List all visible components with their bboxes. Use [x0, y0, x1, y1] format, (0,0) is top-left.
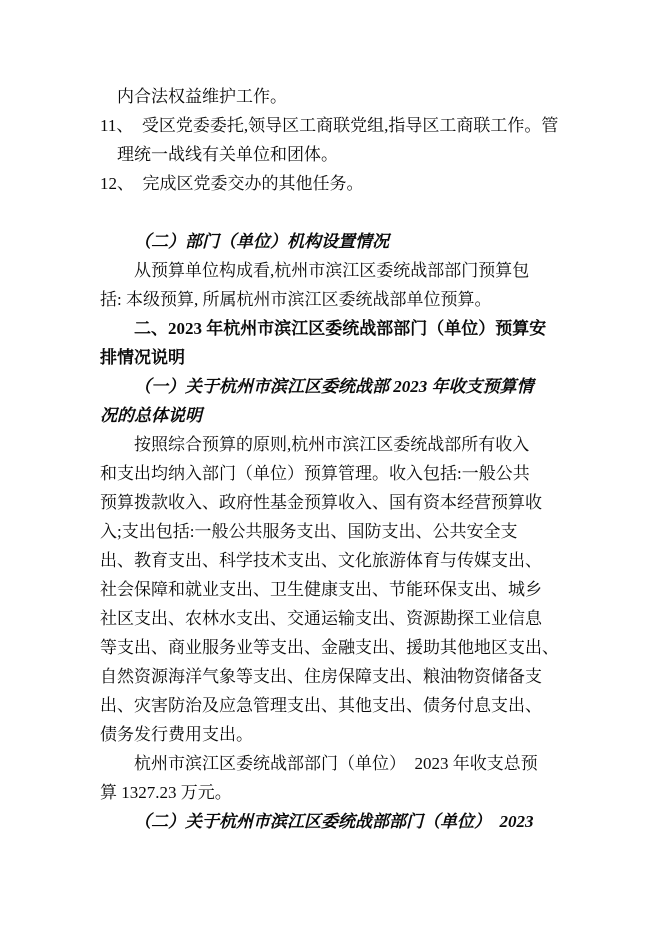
text-segment: 和支出均纳入部门（单位）预算管理。收入包括:一般公共 — [100, 464, 530, 483]
text-segment: 11、 受区党委委托,领导区工商联党组,指导区工商联工作。管 — [100, 116, 559, 135]
text-line — [100, 314, 570, 343]
text-line — [100, 575, 570, 604]
text-line — [100, 82, 570, 111]
text-line — [100, 430, 570, 459]
text-segment: 内合法权益维护工作。 — [117, 87, 287, 106]
text-segment: （二）部门（单位）机构设置情况 — [134, 232, 389, 251]
text-segment: 括: 本级预算, 所属杭州市滨江区委统战部单位预算。 — [100, 290, 492, 309]
text-line — [100, 140, 570, 169]
text-line — [100, 517, 570, 546]
text-line — [100, 169, 570, 198]
text-segment: 债务发行费用支出。 — [100, 725, 253, 744]
text-segment: 二、2023 年杭州市滨江区委统战部 — [134, 319, 394, 338]
text-line — [100, 662, 570, 691]
text-segment: 自然资源海洋气象等支出、住房保障支出、粮油物资储备支 — [100, 667, 542, 686]
text-segment: 从预算单位构成看,杭州市滨江区委统战部部门预算包 — [134, 261, 530, 280]
text-segment: （一）关于杭州市滨江区委统战部 2023 年收支预算情 — [134, 377, 534, 396]
text-line — [100, 372, 570, 401]
text-segment: 社会保障和就业支出、卫生健康支出、节能环保支出、城乡 — [100, 580, 542, 599]
text-line — [100, 459, 570, 488]
text-line — [100, 343, 570, 372]
text-segment: 出、灾害防治及应急管理支出、其他支出、债务付息支出、 — [100, 696, 542, 715]
text-line — [100, 256, 570, 285]
text-segment: 杭州市滨江区委统战部部门（单位） 2023 年收支总预 — [134, 754, 538, 773]
text-segment: 排情况说明 — [100, 348, 185, 367]
text-segment: 社区支出、农林水支出、交通运输支出、资源勘探工业信息 — [100, 609, 542, 628]
text-line — [100, 778, 570, 807]
text-line — [100, 807, 570, 836]
text-segment: 出、教育支出、科学技术支出、文化旅游体育与传媒支出、 — [100, 551, 542, 570]
text-line — [100, 488, 570, 517]
text-segment: 算 1327.23 万元。 — [100, 783, 232, 802]
text-line — [100, 749, 570, 778]
text-segment: （二）关于杭州市滨江区委统战部部门（单位） 2023 — [134, 812, 534, 831]
text-line — [100, 546, 570, 575]
text-line — [100, 691, 570, 720]
text-segment: 入;支出包括:一般公共服务支出、国防支出、公共安全支 — [100, 522, 518, 541]
text-segment: 部门（单位）预算安 — [393, 319, 547, 338]
text-segment: 理统一战线有关单位和团体。 — [117, 145, 338, 164]
blank-line — [100, 198, 570, 227]
text-line — [100, 227, 570, 256]
text-segment: 预算拨款收入、政府性基金预算收入、国有资本经营预算收 — [100, 493, 542, 512]
text-line — [100, 401, 570, 430]
text-segment: 等支出、商业服务业等支出、金融支出、援助其他地区支出、 — [100, 638, 559, 657]
text-segment: 按照综合预算的原则,杭州市滨江区委统战部所有收入 — [134, 435, 530, 454]
text-line — [100, 720, 570, 749]
text-line — [100, 633, 570, 662]
text-line — [100, 604, 570, 633]
text-line — [100, 285, 570, 314]
text-segment: 12、 完成区党委交办的其他任务。 — [100, 174, 364, 193]
text-line — [100, 111, 570, 140]
document-content — [100, 82, 570, 836]
text-segment: 况的总体说明 — [100, 406, 202, 425]
